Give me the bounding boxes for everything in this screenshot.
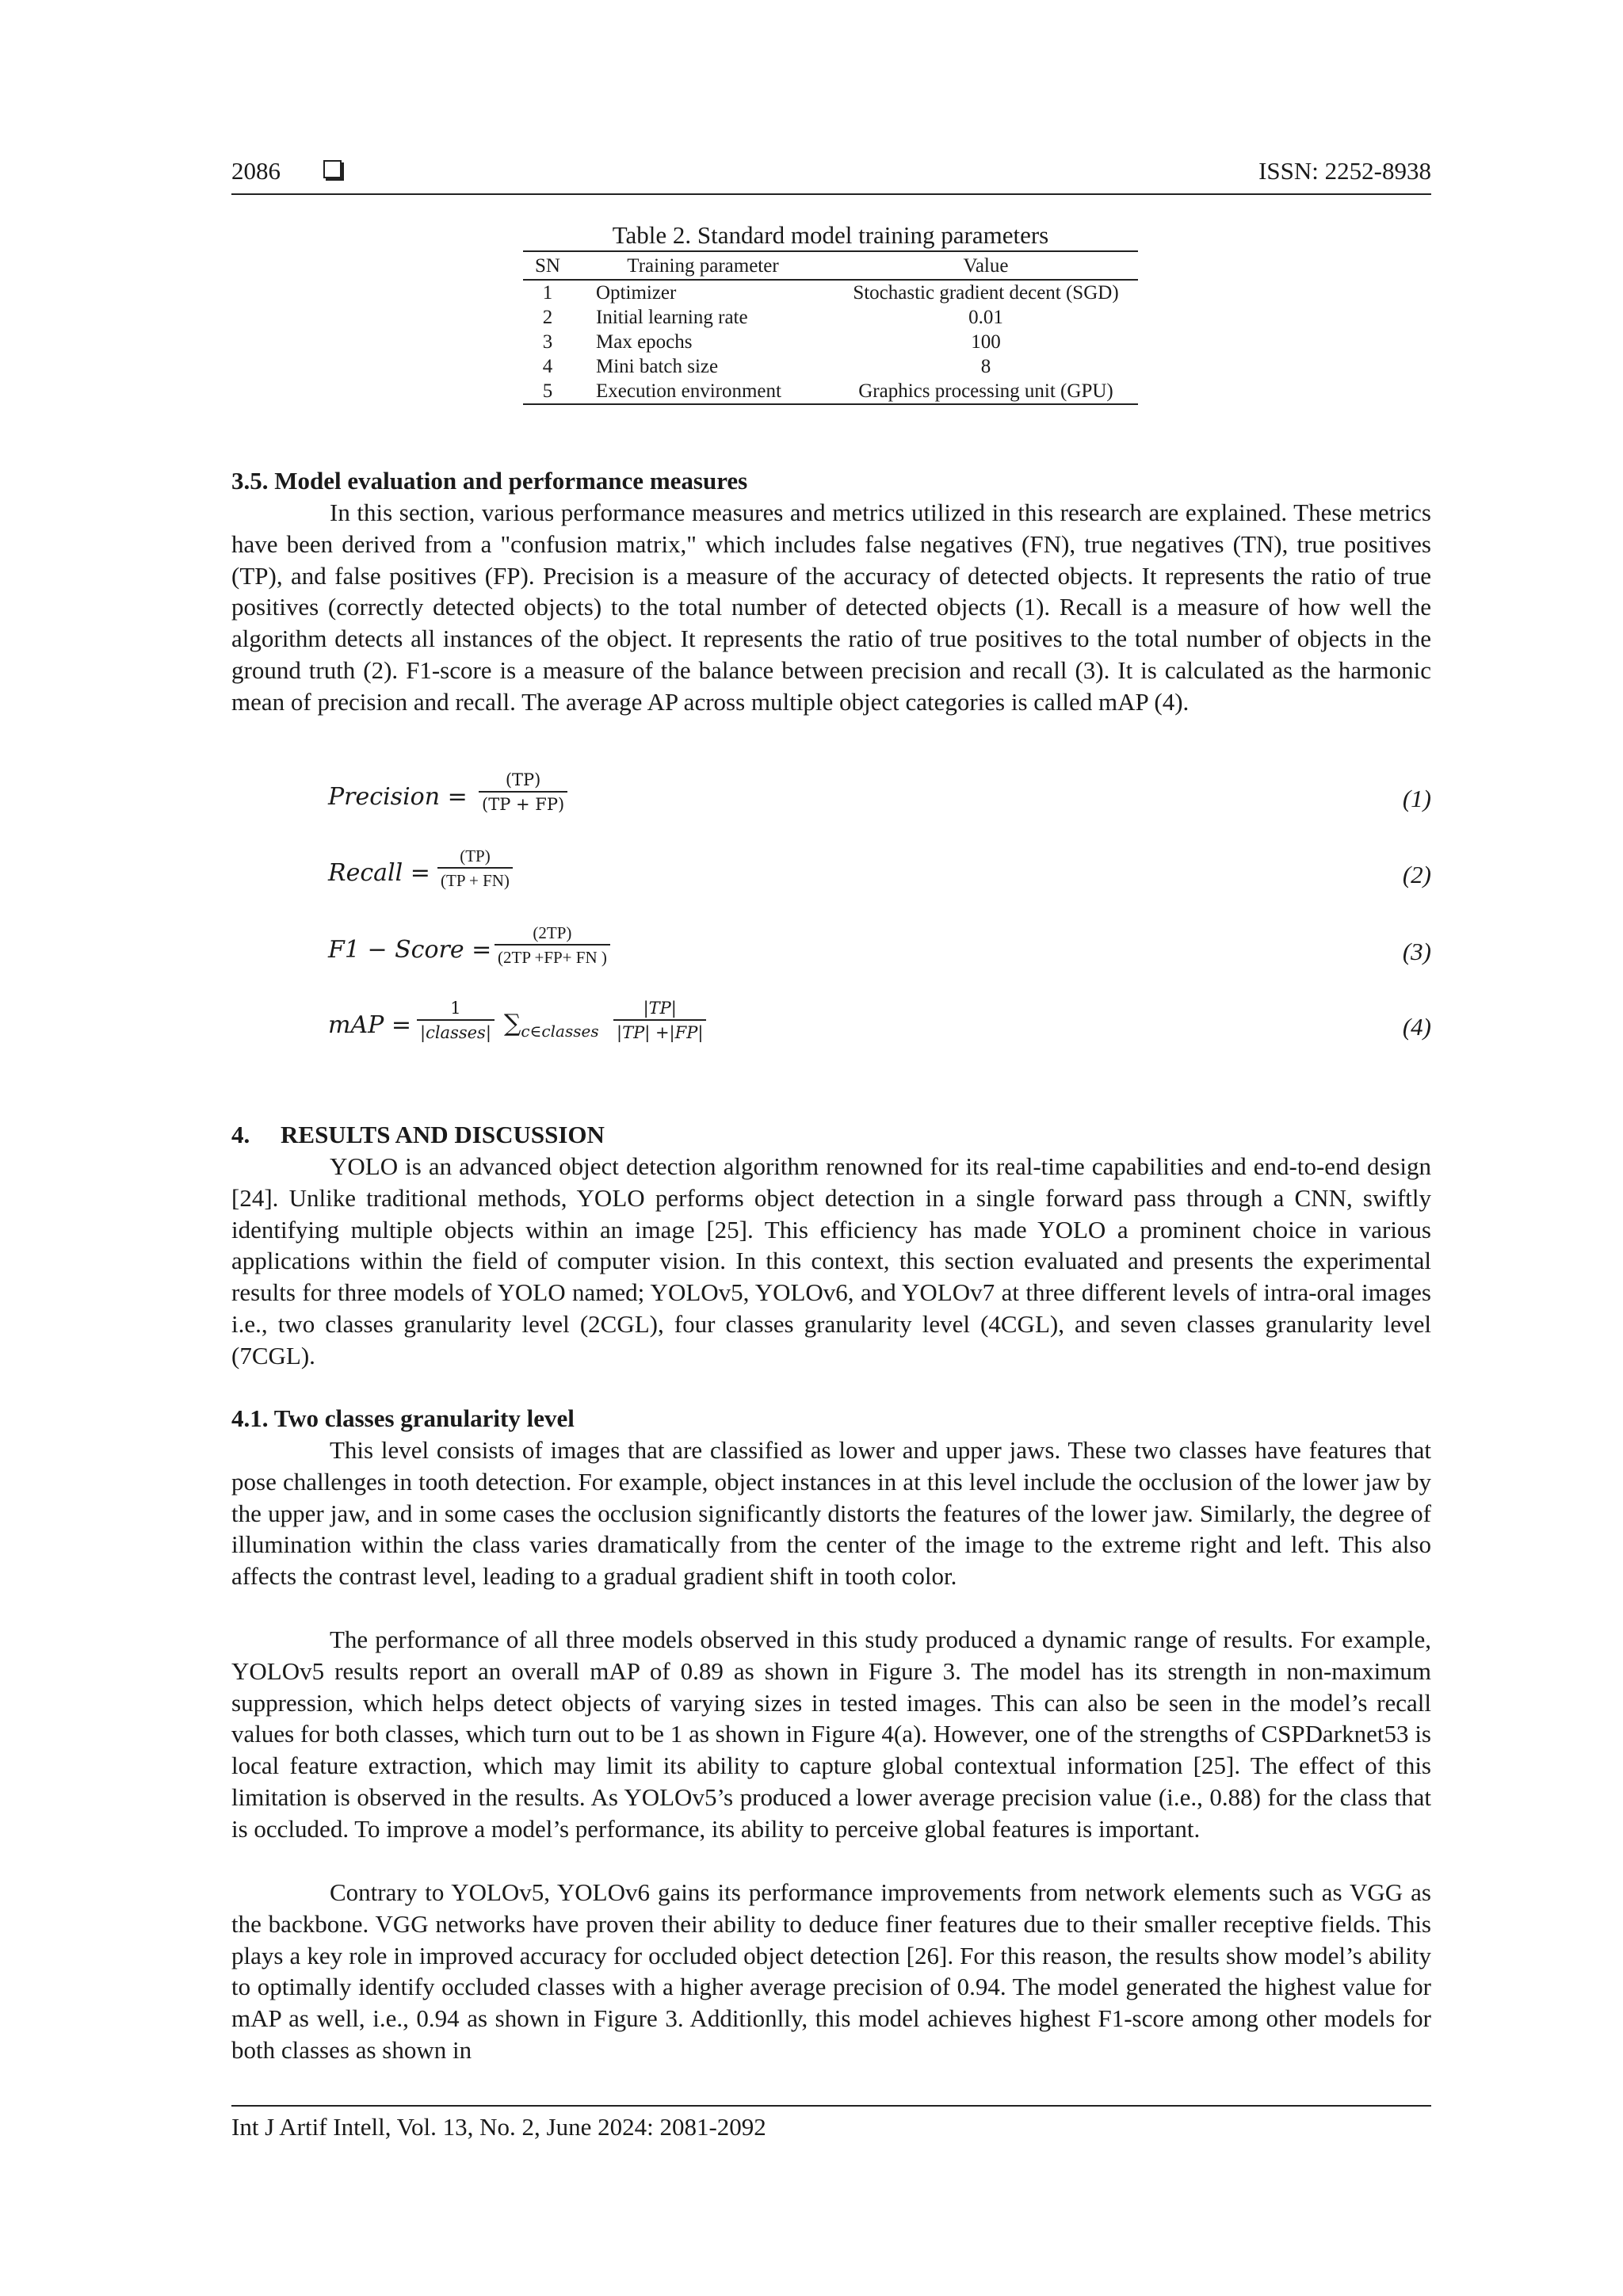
table-cell: Mini batch size — [596, 356, 719, 377]
table-caption: Table 2. Standard model training parameters — [612, 221, 1049, 249]
equation-number: (3) — [1402, 938, 1431, 965]
section-3-5-paragraph: In this section, various performance measures and metrics utilized in this research are explained. These metrics have been derived from a "confusion matrix," which includes false negatives (FN), true negatives (TN), true positives (TP), and false positives (FP). Precision is a measure of the accuracy of detected objects. It represents the ratio of true positives (correctly detected objects) to the total number of detected objects (1). Recall is a measure of how well the algorithm detects all instances of the object. It represents the ratio of true positives to the total number of objects in the ground truth (2). F1-score is a measure of the balance between precision and recall (3). It is calculated as the harmonic mean of precision and recall. The average AP across multiple object categories is called mAP (4). — [231, 499, 1431, 716]
table-cell: 0.01 — [968, 307, 1003, 328]
page-footer — [231, 2105, 1431, 2143]
summation — [504, 1010, 599, 1041]
table-cell: Graphics processing unit (GPU) — [834, 379, 1138, 404]
page-number: 2086 — [231, 157, 281, 185]
table-row — [523, 280, 1138, 305]
equation-number: (1) — [1402, 785, 1431, 812]
equation-fraction — [437, 845, 513, 892]
equation-recall — [328, 845, 1431, 908]
equation-lhs: Precision = — [328, 783, 468, 811]
equation-fraction — [495, 922, 610, 969]
equation-lhs: Recall = — [328, 859, 430, 887]
equation-lhs: mAP = — [328, 1011, 411, 1039]
table-cell: 3 — [542, 331, 553, 353]
table-row — [523, 379, 1138, 404]
equation-map — [328, 997, 1431, 1060]
fraction-denominator: (TP + FN) — [437, 867, 513, 892]
training-parameters-table — [523, 250, 1138, 405]
fraction-denominator: |TP| +|FP| — [613, 1019, 706, 1045]
table-cell: 2 — [542, 307, 553, 328]
column-header-parameter: Training parameter — [572, 251, 834, 280]
table-row — [523, 354, 1138, 379]
table-cell: Optimizer — [596, 282, 677, 304]
table-cell: 5 — [523, 379, 572, 404]
fraction-denominator: (TP + FP) — [479, 791, 567, 816]
fraction-numerator: 1 — [450, 999, 461, 1018]
section-heading-3-5: 3.5. Model evaluation and performance measures — [231, 467, 748, 495]
fraction-denominator: |classes| — [417, 1019, 495, 1045]
table-cell: Stochastic gradient decent (SGD) — [853, 282, 1119, 304]
equation-fraction — [613, 997, 706, 1045]
fraction-numerator: |TP| — [643, 999, 677, 1018]
section-heading-4-1: 4.1. Two classes granularity level — [231, 1404, 575, 1432]
table-cell: 8 — [980, 356, 991, 377]
equation-number: (4) — [1402, 1013, 1431, 1041]
table-cell: 100 — [971, 331, 1001, 353]
summation-symbol: ∑ — [504, 1010, 521, 1037]
table-header-row — [523, 251, 1138, 280]
equation-f1-score — [328, 922, 1431, 985]
table-cell: Initial learning rate — [596, 307, 748, 328]
journal-citation: Int J Artif Intell, Vol. 13, No. 2, June 2024: 2081-2092 — [231, 2113, 766, 2141]
section-4-paragraph: YOLO is an advanced object detection algorithm renowned for its real-time capabilities and end-to-end design [24]. Unlike traditional methods, YOLO performs object detection in a single forward pass through a CNN, swiftly identifying multiple objects within an image [25]. This efficiency has made YOLO a prominent choice in various applications within the field of computer vision. In this context, this section evaluated and presents the experimental results for three models of YOLO named; YOLOv5, YOLOv6, and YOLOv7 at three different levels of intra-oral images i.e., two classes granularity level (2CGL), four classes granularity level (4CGL), and seven classes granularity level (7CGL). — [231, 1152, 1431, 1370]
table-row — [523, 305, 1138, 330]
equation-fraction — [417, 997, 495, 1045]
table-cell: 1 — [542, 282, 553, 304]
table-cell: 4 — [542, 356, 553, 377]
summation-subscript: c∈classes — [521, 1022, 599, 1041]
equation-lhs: F1 − Score = — [328, 936, 492, 964]
issn: ISSN: 2252-8938 — [1258, 157, 1431, 185]
column-header-sn: SN — [523, 251, 572, 280]
table-row — [523, 330, 1138, 354]
section-4-1-paragraph-2: The performance of all three models observed in this study produced a dynamic range of results. For example, YOLOv5 results report an overall mAP of 0.89 as shown in Figure 3. The model has its strength in non-maximum suppression, which helps detect objects of varying sizes in tested images. This can also be seen in the model’s recall values for both classes, which turn out to be 1 as shown in Figure 4(a). However, one of the strengths of CSPDarknet53 is local feature extraction, which may limit its ability to capture global contextual information [25]. The effect of this limitation is observed in the results. As YOLOv5’s produced a lower average precision value (i.e., 0.88) for the class that is occluded. To improve a model’s performance, its ability to perceive global features is important. — [231, 1626, 1431, 1843]
column-header-value: Value — [834, 251, 1138, 280]
fraction-numerator: (2TP) — [533, 923, 572, 942]
equation-number: (2) — [1402, 861, 1431, 888]
section-4-1-paragraph-3: Contrary to YOLOv5, YOLOv6 gains its performance improvements from network elements such as VGG as the backbone. VGG networks have proven their ability to deduce finer features due to their smaller receptive fields. This plays a key role in improved accuracy for occluded object detection [26]. For this reason, the results show model’s ability to optimally identify occluded classes with a higher average precision of 0.94. The model generated the highest value for mAP as well, i.e., 0.94 as shown in Figure 3. Additionlly, this model achieves highest F1-score among other models for both classes as shown in — [231, 1878, 1431, 2064]
section-heading-4: 4. RESULTS AND DISCUSSION — [231, 1121, 605, 1148]
page-header — [231, 155, 1431, 195]
fraction-numerator: (TP) — [460, 846, 491, 865]
checkbox-square-icon — [323, 160, 342, 178]
fraction-denominator: (2TP +FP+ FN ) — [495, 944, 610, 969]
table-cell: Max epochs — [596, 331, 693, 353]
section-4-1-paragraph-1: This level consists of images that are classified as lower and upper jaws. These two classes have features that pose challenges in tooth detection. For example, object instances in at this level include the occlusion of the lower jaw by the upper jaw, and in some cases the occlusion significantly distorts the features of the lower jaw. Similarly, the degree of illumination within the class varies dramatically from the center of the image to the extreme right and left. This also affects the contrast level, leading to a gradual gradient shift in tooth color. — [231, 1436, 1431, 1591]
equation-precision — [328, 769, 1431, 832]
equation-fraction — [479, 769, 567, 816]
table-cell: Execution environment — [572, 379, 834, 404]
fraction-numerator: (TP) — [505, 770, 541, 789]
